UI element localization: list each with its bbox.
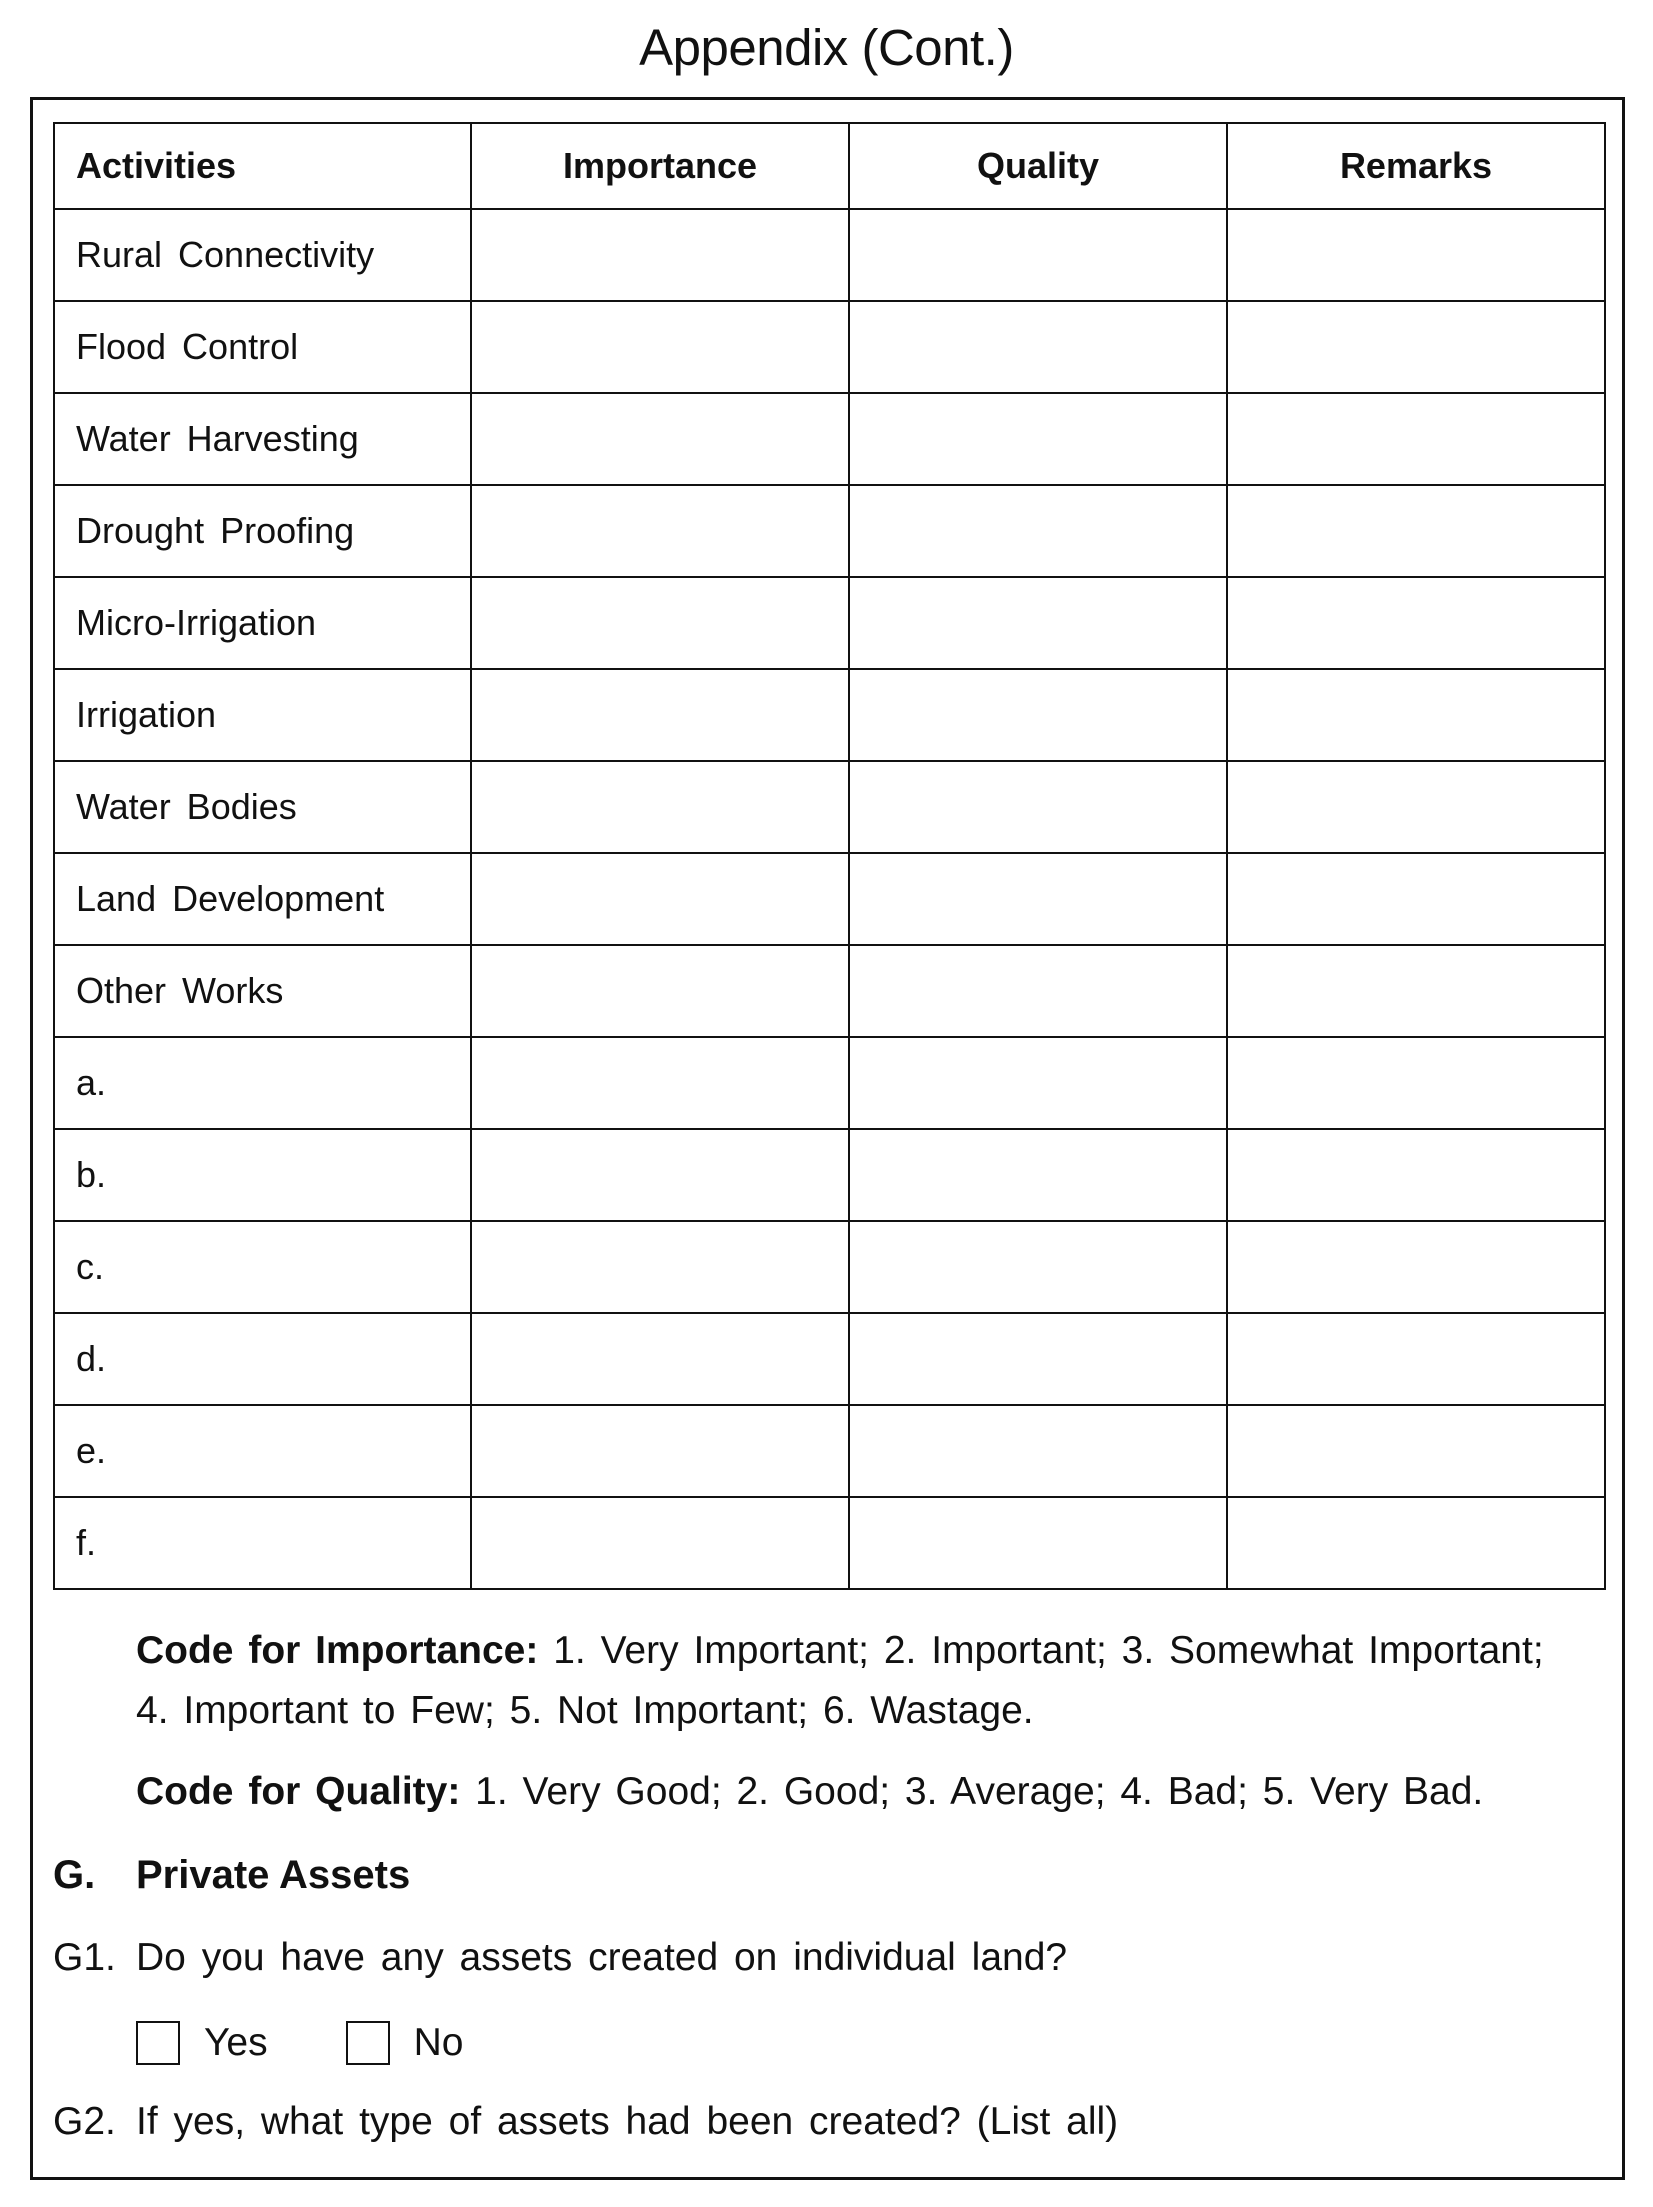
option-label: No [413,2021,464,2064]
activity-cell: c. [54,1221,471,1313]
quality-cell[interactable] [849,669,1227,761]
quality-cell[interactable] [849,209,1227,301]
importance-cell[interactable] [471,669,849,761]
table-row [54,853,1605,945]
quality-code-text: 1. Very Good; 2. Good; 3. Average; 4. Bad; 5. Very Bad. [460,1770,1484,1813]
importance-cell[interactable] [471,1221,849,1313]
quality-cell[interactable] [849,301,1227,393]
section-letter: G. [53,1853,96,1897]
question-g1 [53,1928,1067,1988]
remarks-cell[interactable] [1227,301,1605,393]
table-header-row [54,123,1605,209]
quality-cell[interactable] [849,1129,1227,1221]
quality-code-note [136,1762,1616,1822]
importance-cell[interactable] [471,209,849,301]
importance-cell[interactable] [471,1037,849,1129]
remarks-cell[interactable] [1227,1497,1605,1589]
importance-cell[interactable] [471,577,849,669]
remarks-cell[interactable] [1227,1037,1605,1129]
option-label: Yes [204,2021,268,2064]
table-row [54,1129,1605,1221]
quality-cell[interactable] [849,761,1227,853]
quality-cell[interactable] [849,1497,1227,1589]
importance-cell[interactable] [471,393,849,485]
table-row [54,1313,1605,1405]
g1-options [136,2015,463,2071]
activity-cell: Land Development [54,853,471,945]
importance-cell[interactable] [471,1497,849,1589]
header-remarks: Remarks [1227,123,1605,209]
importance-code-note [136,1621,1616,1741]
remarks-cell[interactable] [1227,393,1605,485]
question-g2 [53,2092,1118,2152]
activity-cell: Water Harvesting [54,393,471,485]
table-row [54,1037,1605,1129]
table-row [54,577,1605,669]
remarks-cell[interactable] [1227,1221,1605,1313]
quality-cell[interactable] [849,1037,1227,1129]
quality-code-label: Code for Quality: [136,1770,461,1813]
table-row [54,393,1605,485]
no-checkbox[interactable] [346,2021,390,2065]
remarks-cell[interactable] [1227,1405,1605,1497]
activity-cell: Other Works [54,945,471,1037]
remarks-cell[interactable] [1227,1313,1605,1405]
option-yes[interactable] [136,2021,268,2065]
quality-cell[interactable] [849,1313,1227,1405]
header-activities: Activities [54,123,471,209]
header-importance: Importance [471,123,849,209]
quality-cell[interactable] [849,853,1227,945]
table-row [54,485,1605,577]
importance-cell[interactable] [471,945,849,1037]
table-row [54,1221,1605,1313]
page-title: Appendix (Cont.) [639,19,1014,76]
importance-code-text-line1: 1. Very Important; 2. Important; 3. Somewhat Important; [538,1629,1544,1672]
remarks-cell[interactable] [1227,853,1605,945]
question-number: G1. [53,1936,116,1979]
remarks-cell[interactable] [1227,945,1605,1037]
activity-cell: f. [54,1497,471,1589]
importance-cell[interactable] [471,761,849,853]
activity-cell: Rural Connectivity [54,209,471,301]
quality-cell[interactable] [849,1221,1227,1313]
table-row [54,209,1605,301]
importance-cell[interactable] [471,1129,849,1221]
table-row [54,669,1605,761]
activity-cell: Micro-Irrigation [54,577,471,669]
section-title: Private Assets [136,1853,411,1897]
activity-cell: e. [54,1405,471,1497]
quality-cell[interactable] [849,393,1227,485]
remarks-cell[interactable] [1227,485,1605,577]
question-text: Do you have any assets created on individual land? [136,1936,1068,1979]
question-number: G2. [53,2100,116,2143]
remarks-cell[interactable] [1227,761,1605,853]
remarks-cell[interactable] [1227,1129,1605,1221]
table-row [54,1405,1605,1497]
activity-cell: Irrigation [54,669,471,761]
quality-cell[interactable] [849,945,1227,1037]
remarks-cell[interactable] [1227,669,1605,761]
importance-cell[interactable] [471,485,849,577]
quality-cell[interactable] [849,485,1227,577]
quality-cell[interactable] [849,577,1227,669]
activity-cell: Water Bodies [54,761,471,853]
activity-cell: Drought Proofing [54,485,471,577]
header-quality: Quality [849,123,1227,209]
remarks-cell[interactable] [1227,209,1605,301]
importance-cell[interactable] [471,301,849,393]
option-no[interactable] [346,2021,464,2065]
activity-cell: a. [54,1037,471,1129]
table-row [54,1497,1605,1589]
table-row [54,301,1605,393]
remarks-cell[interactable] [1227,577,1605,669]
activity-cell: Flood Control [54,301,471,393]
activity-cell: b. [54,1129,471,1221]
activities-table [53,122,1606,1590]
importance-cell[interactable] [471,853,849,945]
importance-code-label: Code for Importance: [136,1629,539,1672]
importance-cell[interactable] [471,1313,849,1405]
question-text: If yes, what type of assets had been created? (List all) [136,2100,1119,2143]
activity-cell: d. [54,1313,471,1405]
importance-cell[interactable] [471,1405,849,1497]
table-row [54,761,1605,853]
importance-code-text-line2: 4. Important to Few; 5. Not Important; 6. Wastage. [136,1689,1034,1732]
yes-checkbox[interactable] [136,2021,180,2065]
table-row [54,945,1605,1037]
quality-cell[interactable] [849,1405,1227,1497]
section-heading [53,1845,410,1905]
